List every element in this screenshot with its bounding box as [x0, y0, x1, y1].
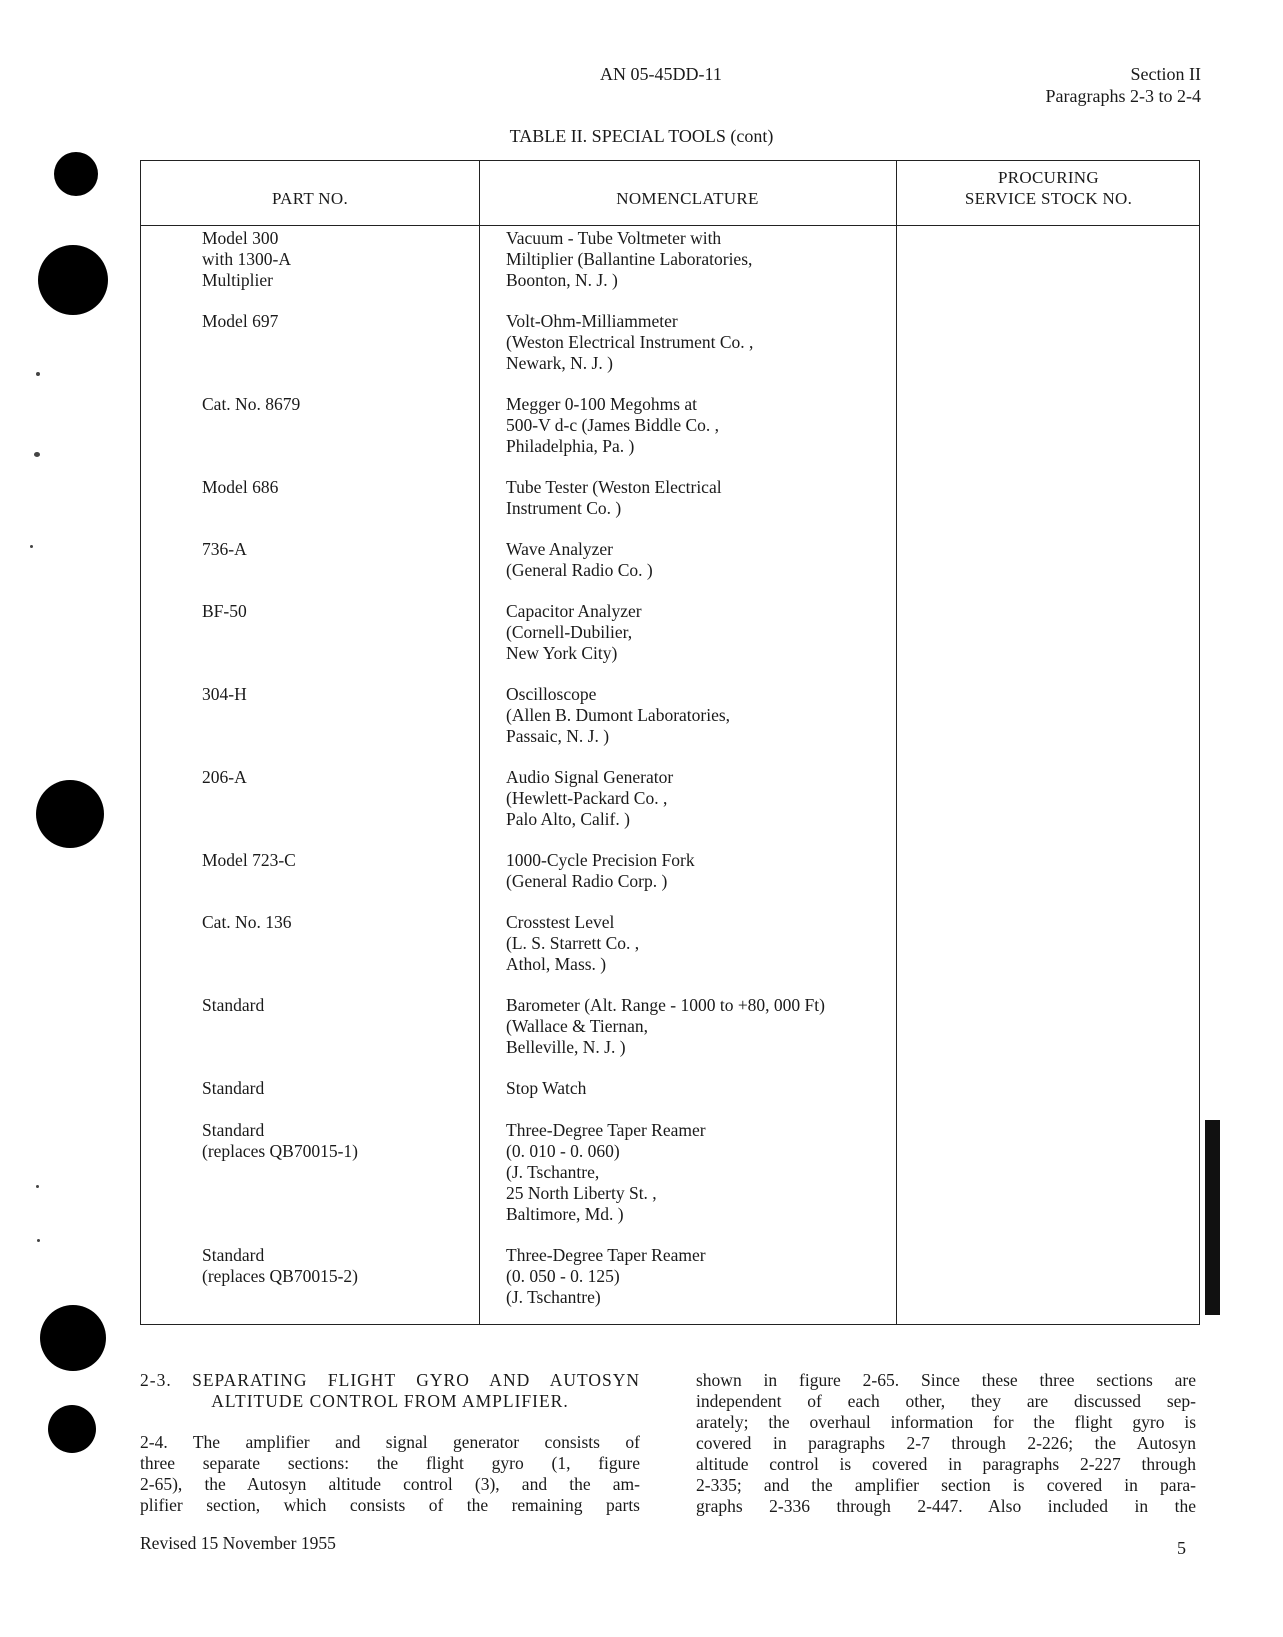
- nomenclature-cell: Three-Degree Taper Reamer (0. 010 - 0. 060) (J. Tschantre, 25 North Liberty St. , Baltimore, Md. ): [506, 1120, 706, 1224]
- nomenclature-cell: Crosstest Level (L. S. Starrett Co. , Athol, Mass. ): [506, 912, 640, 974]
- page-number: 5: [1177, 1538, 1186, 1558]
- part-no-cell: Cat. No. 8679: [202, 394, 301, 414]
- scan-speck: [36, 1185, 39, 1188]
- part-no-cell: BF-50: [202, 601, 247, 621]
- binder-hole-middle: [36, 780, 104, 848]
- nomenclature-cell: Vacuum - Tube Voltmeter with Miltiplier (Ballantine Laboratories, Boonton, N. J. ): [506, 228, 753, 290]
- binder-hole-lower: [40, 1305, 106, 1371]
- revision-date: Revised 15 November 1955: [140, 1533, 336, 1553]
- nomenclature-cell: Capacitor Analyzer (Cornell-Dubilier, New York City): [506, 601, 642, 663]
- text-line: 2-4. The amplifier and signal generator consists of: [140, 1432, 640, 1452]
- nomenclature-cell: Megger 0-100 Megohms at 500-V d-c (James Biddle Co. , Philadelphia, Pa. ): [506, 394, 720, 456]
- part-no-cell: Cat. No. 136: [202, 912, 292, 932]
- part-no-cell: Standard: [202, 1078, 265, 1098]
- part-no-cell: 304-H: [202, 684, 247, 704]
- part-no-cell: 206-A: [202, 767, 247, 787]
- nomenclature-cell: Oscilloscope (Allen B. Dumont Laboratories, Passaic, N. J. ): [506, 684, 731, 746]
- paragraph-2-4-continued: [696, 1370, 1196, 1517]
- section-label: [1046, 63, 1201, 107]
- binder-hole-bottom: [48, 1405, 96, 1453]
- nomenclature-cell: Barometer (Alt. Range - 1000 to +80, 000 Ft) (Wallace & Tiernan, Belleville, N. J. ): [506, 995, 825, 1057]
- scan-speck: [34, 452, 40, 457]
- column-header-part-no: PART NO.: [271, 189, 349, 208]
- nomenclature-cell: 1000-Cycle Precision Fork (General Radio Corp. ): [506, 850, 695, 891]
- scan-speck: [37, 1239, 40, 1242]
- nomenclature-cell: Wave Analyzer (General Radio Co. ): [506, 539, 653, 580]
- text-line: arately; the overhaul information for the flight gyro is: [696, 1412, 1196, 1432]
- nomenclature-cell: Stop Watch: [506, 1078, 587, 1098]
- document-id: AN 05-45DD-11: [600, 64, 722, 84]
- nomenclature-cell: Volt-Ohm-Milliammeter (Weston Electrical Instrument Co. , Newark, N. J. ): [506, 311, 754, 373]
- binder-hole-upper: [38, 245, 108, 315]
- special-tools-table: [140, 160, 1200, 1325]
- edge-tab-mark: [1205, 1120, 1220, 1315]
- text-line: covered in paragraphs 2-7 through 2-226; the Autosyn: [696, 1433, 1196, 1453]
- column-divider: [479, 161, 480, 1324]
- part-no-cell: Standard (replaces QB70015-2): [202, 1245, 358, 1286]
- part-no-cell: Standard: [202, 995, 265, 1015]
- text-line: graphs 2-336 through 2-447. Also included in the: [696, 1496, 1196, 1516]
- part-no-cell: Model 686: [202, 477, 279, 497]
- column-header-nomenclature: NOMENCLATURE: [616, 189, 759, 208]
- part-no-cell: Model 300 with 1300-A Multiplier: [202, 228, 291, 290]
- heading-line: 2-3. SEPARATING FLIGHT GYRO AND AUTOSYN: [140, 1370, 640, 1390]
- text-line: altitude control is covered in paragraphs 2-227 through: [696, 1454, 1196, 1474]
- text-line: shown in figure 2-65. Since these three sections are: [696, 1370, 1196, 1390]
- nomenclature-cell: Audio Signal Generator (Hewlett-Packard Co. , Palo Alto, Calif. ): [506, 767, 674, 829]
- paragraph-2-4: [140, 1432, 640, 1516]
- binder-hole-top: [54, 152, 98, 196]
- part-no-cell: Standard (replaces QB70015-1): [202, 1120, 358, 1161]
- text-line: three separate sections: the flight gyro (1, figure: [140, 1453, 640, 1473]
- part-no-cell: Model 697: [202, 311, 279, 331]
- column-header-stock-no: PROCURING SERVICE STOCK NO.: [964, 168, 1133, 208]
- text-line: 2-335; and the amplifier section is covered in para-: [696, 1475, 1196, 1495]
- scan-speck: [36, 372, 40, 376]
- part-no-cell: 736-A: [202, 539, 247, 559]
- nomenclature-cell: Tube Tester (Weston Electrical Instrument Co. ): [506, 477, 722, 518]
- part-no-cell: Model 723-C: [202, 850, 296, 870]
- heading-line: ALTITUDE CONTROL FROM AMPLIFIER.: [211, 1391, 569, 1411]
- table-title: TABLE II. SPECIAL TOOLS (cont): [509, 126, 774, 146]
- text-line: independent of each other, they are discussed sep-: [696, 1391, 1196, 1411]
- nomenclature-cell: Three-Degree Taper Reamer (0. 050 - 0. 125) (J. Tschantre): [506, 1245, 706, 1307]
- section-heading: [140, 1370, 640, 1412]
- header-divider: [141, 225, 1199, 226]
- text-line: plifier section, which consists of the remaining parts: [140, 1495, 640, 1515]
- paragraph-range: Paragraphs 2-3 to 2-4: [1045, 86, 1201, 106]
- section-name: Section II: [1130, 64, 1201, 84]
- text-line: 2-65), the Autosyn altitude control (3), and the am-: [140, 1474, 640, 1494]
- scan-speck: [30, 545, 33, 548]
